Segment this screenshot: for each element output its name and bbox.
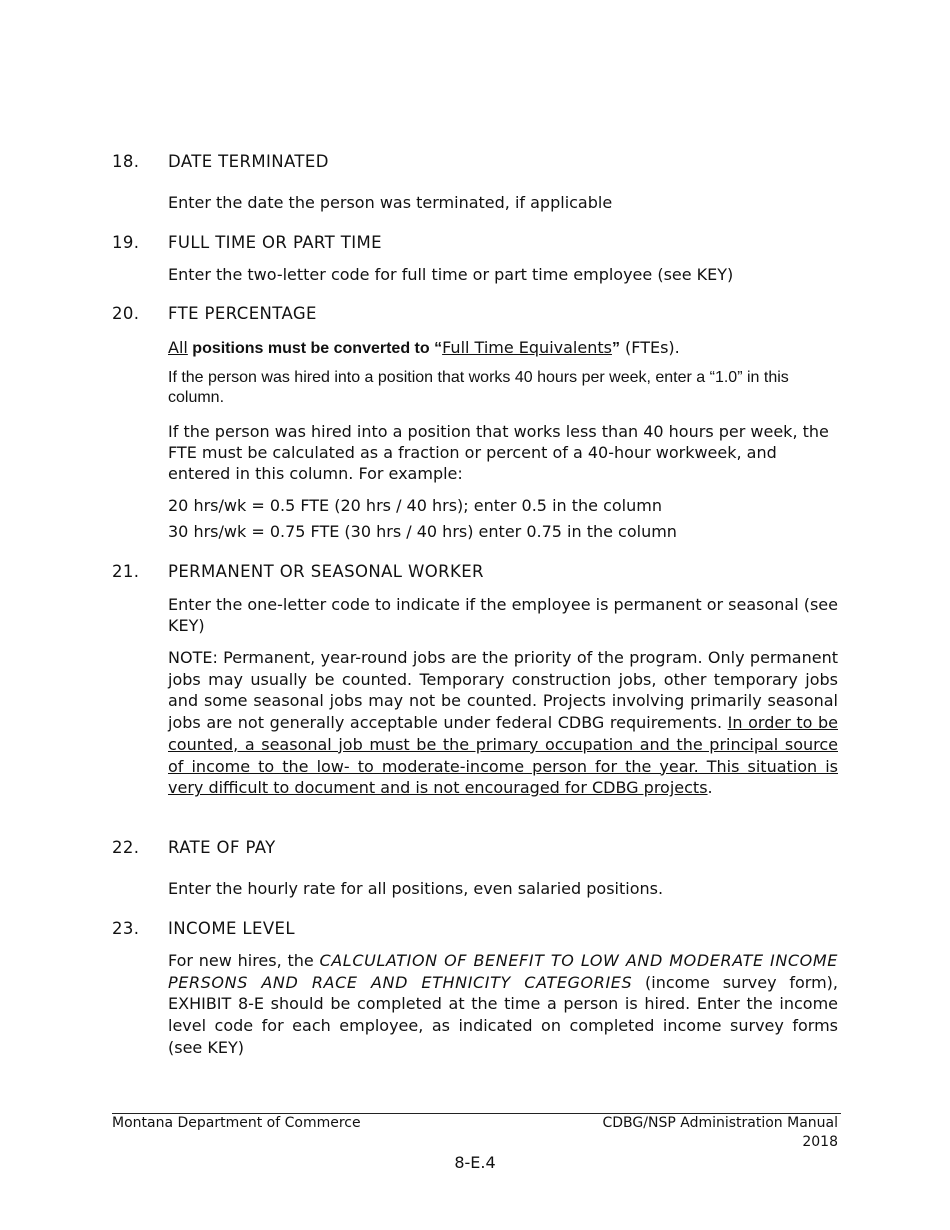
item-19-text: Enter the two-letter code for full time or part time employee (see KEY) (168, 265, 734, 284)
all-underlined: All (168, 338, 188, 357)
item-23-text (168, 950, 838, 1059)
item-22-text: Enter the hourly rate for all positions, even salaried positions. (168, 879, 664, 898)
item-21-text: Enter the one-letter code to indicate if the employee is permanent or seasonal (see KEY) (168, 595, 838, 635)
footer-left: Montana Department of Commerce (112, 1115, 361, 1131)
item-20-example-1: 20 hrs/wk = 0.5 FTE (20 hrs / 40 hrs); enter 0.5 in the column (168, 496, 662, 515)
calculation-form-title: CALCULATION OF BENEFIT TO LOW AND MODERATE INCOME PERSONS AND RACE AND ETHNICITY CATEGORIES (168, 951, 838, 992)
item-number: 23. (112, 919, 140, 938)
income-text-a: For new hires, the (168, 951, 320, 970)
item-20-intro (168, 337, 838, 359)
income-text-b: (income survey form), EXHIBIT 8-E should be completed at the time a person is hired. Enter the income level code for each employee, as indicated on completed income survey forms (see KEY) (168, 972, 839, 1057)
item-heading: FULL TIME OR PART TIME (168, 233, 382, 252)
footer-year: 2018 (802, 1134, 838, 1150)
item-18-text: Enter the date the person was terminated, if applicable (168, 193, 613, 212)
item-heading: FTE PERCENTAGE (168, 304, 317, 323)
page-number: 8-E.4 (454, 1153, 496, 1172)
footer-right (603, 1114, 839, 1152)
item-number: 21. (112, 562, 140, 581)
item-heading: RATE OF PAY (168, 838, 276, 857)
item-21-note (168, 647, 838, 799)
item-20-full-time-text: If the person was hired into a position that works 40 hours per week, enter a “1.0” in this column. (168, 369, 789, 406)
item-20-example-2: 30 hrs/wk = 0.75 FTE (30 hrs / 40 hrs) enter 0.75 in the column (168, 522, 677, 541)
item-number: 18. (112, 152, 140, 171)
item-heading: INCOME LEVEL (168, 919, 295, 938)
item-number: 19. (112, 233, 140, 252)
footer-manual-title: CDBG/NSP Administration Manual (602, 1115, 838, 1131)
item-number: 20. (112, 304, 140, 323)
note-text: NOTE: Permanent, year-round jobs are the priority of the program. Only permanent jobs may usually be counted. Temporary construction jobs, other temporary jobs and some seasonal jobs may not be counted. Projects involving primarily seasonal jobs are not generally acceptable under federal CDBG requirements. (168, 648, 838, 733)
bold-text: positions must be converted to “ (187, 340, 443, 357)
bold-quote: ” (611, 340, 620, 357)
note-underlined-text: In order to be counted, a seasonal job must be the primary occupation and the principal source of income to the low- to moderate-income person for the year. This situation is very difficult to document and is not encouraged for CDBG projects (168, 713, 839, 798)
fte-abbrev: (FTEs). (619, 338, 680, 357)
item-20-part-time-text: If the person was hired into a position that works less than 40 hours per week, the FTE must be calculated as a fraction or percent of a 40-hour workweek, and entered in this column. For example: (168, 422, 829, 483)
item-heading: DATE TERMINATED (168, 152, 329, 171)
note-period: . (707, 778, 713, 798)
fte-term: Full Time Equivalents (442, 338, 612, 357)
item-heading: PERMANENT OR SEASONAL WORKER (168, 562, 484, 581)
item-number: 22. (112, 838, 140, 857)
